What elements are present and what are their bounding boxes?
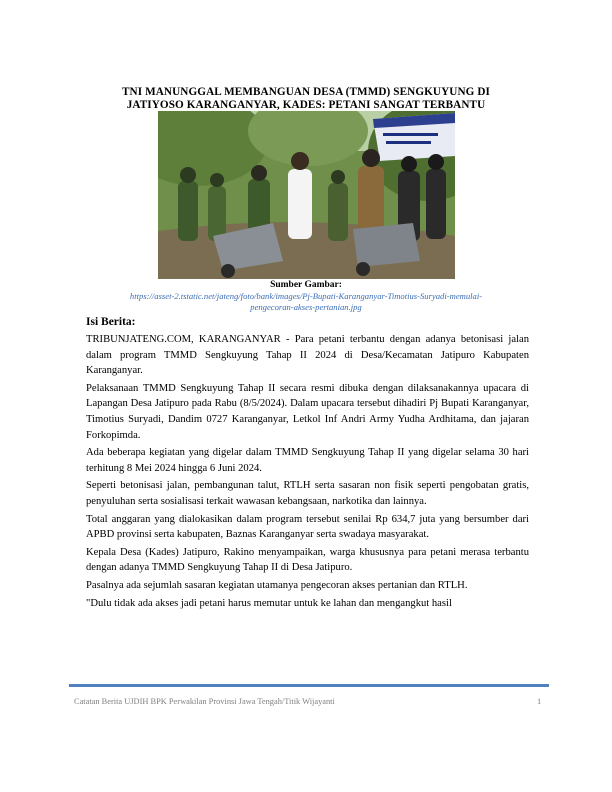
footer-divider: [69, 684, 549, 687]
paragraph: Total anggaran yang dialokasikan dalam program tersebut senilai Rp 634,7 juta yang bersumber dari APBD provinsi serta kabupaten, Baznas Karanganyar serta swadaya masyarakat.: [86, 513, 529, 541]
paragraph: Seperti betonisasi jalan, pembangunan talut, RTLH serta sasaran non fisik seperti pengobatan gratis, penyuluhan serta sosialisasi terkait wawasan kebangsaan, narkotika dan lainnya.: [86, 480, 529, 507]
paragraph: TRIBUNJATENG.COM, KARANGANYAR - Para petani terbantu dengan adanya betonisasi jalan dalam program TMMD Sengkuyung Tahap II 2024 di Desa/Kecamatan Jatipuro Kabupaten Karanganyar.: [86, 334, 529, 377]
article-title-line-2: JATIYOSO KARANGANYAR, KADES: PETANI SANGAT TERBANTU: [126, 99, 486, 111]
image-source-label: Sumber Gambar:: [270, 280, 342, 290]
section-heading: Isi Berita:: [86, 316, 136, 328]
page-number: 1: [537, 697, 542, 706]
article-title: [60, 86, 552, 112]
paragraph: "Dulu tidak ada akses jadi petani harus memutar untuk ke lahan dan mengangkut hasil: [86, 597, 452, 609]
article-body: [86, 332, 529, 613]
image-source-url-line-1[interactable]: https://asset-2.tstatic.net/jateng/foto/bank/images/Pj-Bupati-Karanganyar-Timotius-Suryadi-memulai-: [129, 291, 483, 301]
article-title-line-1: TNI MANUNGGAL MEMBANGUAN DESA (TMMD) SENGKUYUNG DI: [122, 86, 490, 98]
news-photo: [158, 111, 455, 279]
paragraph: Ada beberapa kegiatan yang digelar dalam TMMD Sengkuyung Tahap II yang digelar selama 30 hari terhitung 8 Mei 2024 hingga 6 Juni 2024.: [86, 447, 529, 474]
paragraph: Kepala Desa (Kades) Jatipuro, Rakino menyampaikan, warga khususnya para petani merasa terbantu dengan adanya TMMD Sengkuyung Tahap II di Desa Jatipuro.: [86, 546, 529, 574]
image-source-url[interactable]: [96, 291, 516, 313]
image-source-url-line-2[interactable]: pengecoran-akses-pertanian.jpg: [250, 302, 362, 312]
paragraph: Pelaksanaan TMMD Sengkuyung Tahap II secara resmi dibuka dengan dilaksanakannya upacara di Lapangan Desa Jatipuro pada Rabu (8/5/2024). Dalam upacara tersebut dihadiri Pj Bupati Karanganyar, Timotius Suryadi, Dandim 0727 Karanganyar, Letkol Inf Andri Army Yudha Ardhitama, dan jajaran Forkopimda.: [86, 382, 529, 441]
footer-text: Catatan Berita UJDIH BPK Perwakilan Provinsi Jawa Tengah/Titik Wijayanti: [74, 697, 335, 706]
paragraph: Pasalnya ada sejumlah sasaran kegiatan utamanya pengecoran akses pertanian dan RTLH.: [86, 579, 468, 591]
